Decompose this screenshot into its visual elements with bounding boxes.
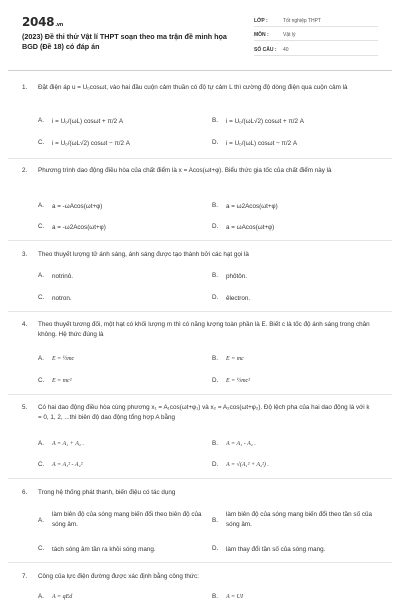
info-row-count: SỐ CÂU : 40 <box>254 43 378 56</box>
option-d[interactable]: D. a = ωAcos(ωt+φ) <box>212 223 275 231</box>
site-logo[interactable]: 2048.vn <box>22 15 64 29</box>
question-text: Công của lực điện đường được xác định bằng công thức: <box>38 573 199 580</box>
option-d[interactable]: D. làm thay đổi tần số của sóng mang. <box>212 545 326 553</box>
info-row-subject: MÔN : Vật lý <box>254 29 378 42</box>
option-a[interactable]: A. A = qEd <box>38 593 73 600</box>
option-a[interactable]: A. notrinô. <box>38 272 74 280</box>
separator <box>8 311 392 312</box>
option-a[interactable]: A. E = ½mc <box>38 355 75 362</box>
question-number: 5. <box>22 404 28 411</box>
document-title: (2023) Đề thi thử Vật lí THPT soạn theo ma trận đề minh họa BGD (Đề 18) có đáp án <box>22 32 227 51</box>
question-number: 6. <box>22 489 28 496</box>
separator <box>8 394 392 395</box>
question-text: Theo thuyết tương đối, một hạt có khối lượng m thì có năng lượng toàn phần là E. Biết c là tốc độ ánh sáng trong chân không. Hệ thức đúng là <box>38 321 370 338</box>
option-c[interactable]: C. i = U₀/(ωL√2) cosωt − π/2 A <box>38 139 130 147</box>
option-b[interactable]: B. i = U₀/(ωL√2) cosωt + π/2 A <box>212 117 304 125</box>
separator <box>8 562 392 563</box>
option-c[interactable]: C. a = -ω2Acos(ωt+φ) <box>38 223 106 231</box>
question-text: Theo thuyết lượng tử ánh sáng, ánh sáng được tạo thành bởi các hạt gọi là <box>38 251 249 258</box>
option-b[interactable]: B. phôtôn. <box>212 272 248 280</box>
option-d[interactable]: D. E = ½mc² <box>212 377 251 384</box>
question-text: Đặt điện áp u = U₀cosωt, vào hai đầu cuộn cảm thuần có độ tự cảm L thì cường độ dòng điện qua cuộn cảm là <box>38 84 348 91</box>
separator <box>8 478 392 479</box>
option-b[interactable]: B. A = UI <box>212 593 243 600</box>
question-text: Phương trình dao động điều hòa của chất điểm là x = Acos(ωt+φ). Biểu thức gia tốc của chất điểm này là <box>38 167 332 174</box>
option-b[interactable]: B. làm biên độ của sóng mang biến đổi theo tần số của sóng âm. <box>212 511 372 528</box>
option-d[interactable]: D. i = U₀/(ωL) cosωt − π/2 A <box>212 139 298 147</box>
separator <box>8 158 392 159</box>
separator <box>8 240 392 241</box>
header-divider <box>8 70 392 71</box>
option-b[interactable]: B. A = A₁ - A₂ . <box>212 440 256 447</box>
option-a[interactable]: A. a = -ωAcos(ωt+φ) <box>38 202 103 210</box>
question-number: 2. <box>22 167 28 174</box>
question-number: 1. <box>22 84 28 91</box>
option-b[interactable]: B. E = mc <box>212 355 244 362</box>
option-c[interactable]: C. notron. <box>38 294 72 302</box>
option-c[interactable]: C. A = A₁² - A₂² <box>38 461 83 468</box>
info-row-class: LỚP : Tốt nghiệp THPT <box>254 14 378 27</box>
question-text: Trong hệ thống phát thanh, biến điệu có tác dụng <box>38 489 176 496</box>
question-number: 4. <box>22 321 28 328</box>
option-b[interactable]: B. a = ω2Acos(ωt+φ) <box>212 202 278 210</box>
option-a[interactable]: A. i = U₀/(ωL) cosωt + π/2 A <box>38 117 124 125</box>
option-c[interactable]: C. tách sóng âm tần ra khỏi sóng mang. <box>38 545 156 553</box>
option-d[interactable]: D. A = √(A₁² + A₂²) . <box>212 461 269 468</box>
question-number: 3. <box>22 251 28 258</box>
option-a[interactable]: A. A = A₁ + A₂ . <box>38 440 84 447</box>
page-header <box>0 0 400 64</box>
option-d[interactable]: D. êlectron. <box>212 294 251 302</box>
option-c[interactable]: C. E = mc² <box>38 377 72 384</box>
option-a[interactable]: A. làm biên độ của sóng mang biến đổi theo biên độ của sóng âm. <box>38 511 202 528</box>
question-number: 7. <box>22 573 28 580</box>
exam-info <box>254 14 378 56</box>
question-text: Có hai dao động điều hòa cùng phương x₁ = A₁cos(ωt+φ₁) và x₂ = A₂cos(ωt+φ₂). Độ lệch pha của hai dao động là với k = 0, 1, 2, ...thì biên độ dao động tổng hợp A bằng <box>38 404 370 421</box>
